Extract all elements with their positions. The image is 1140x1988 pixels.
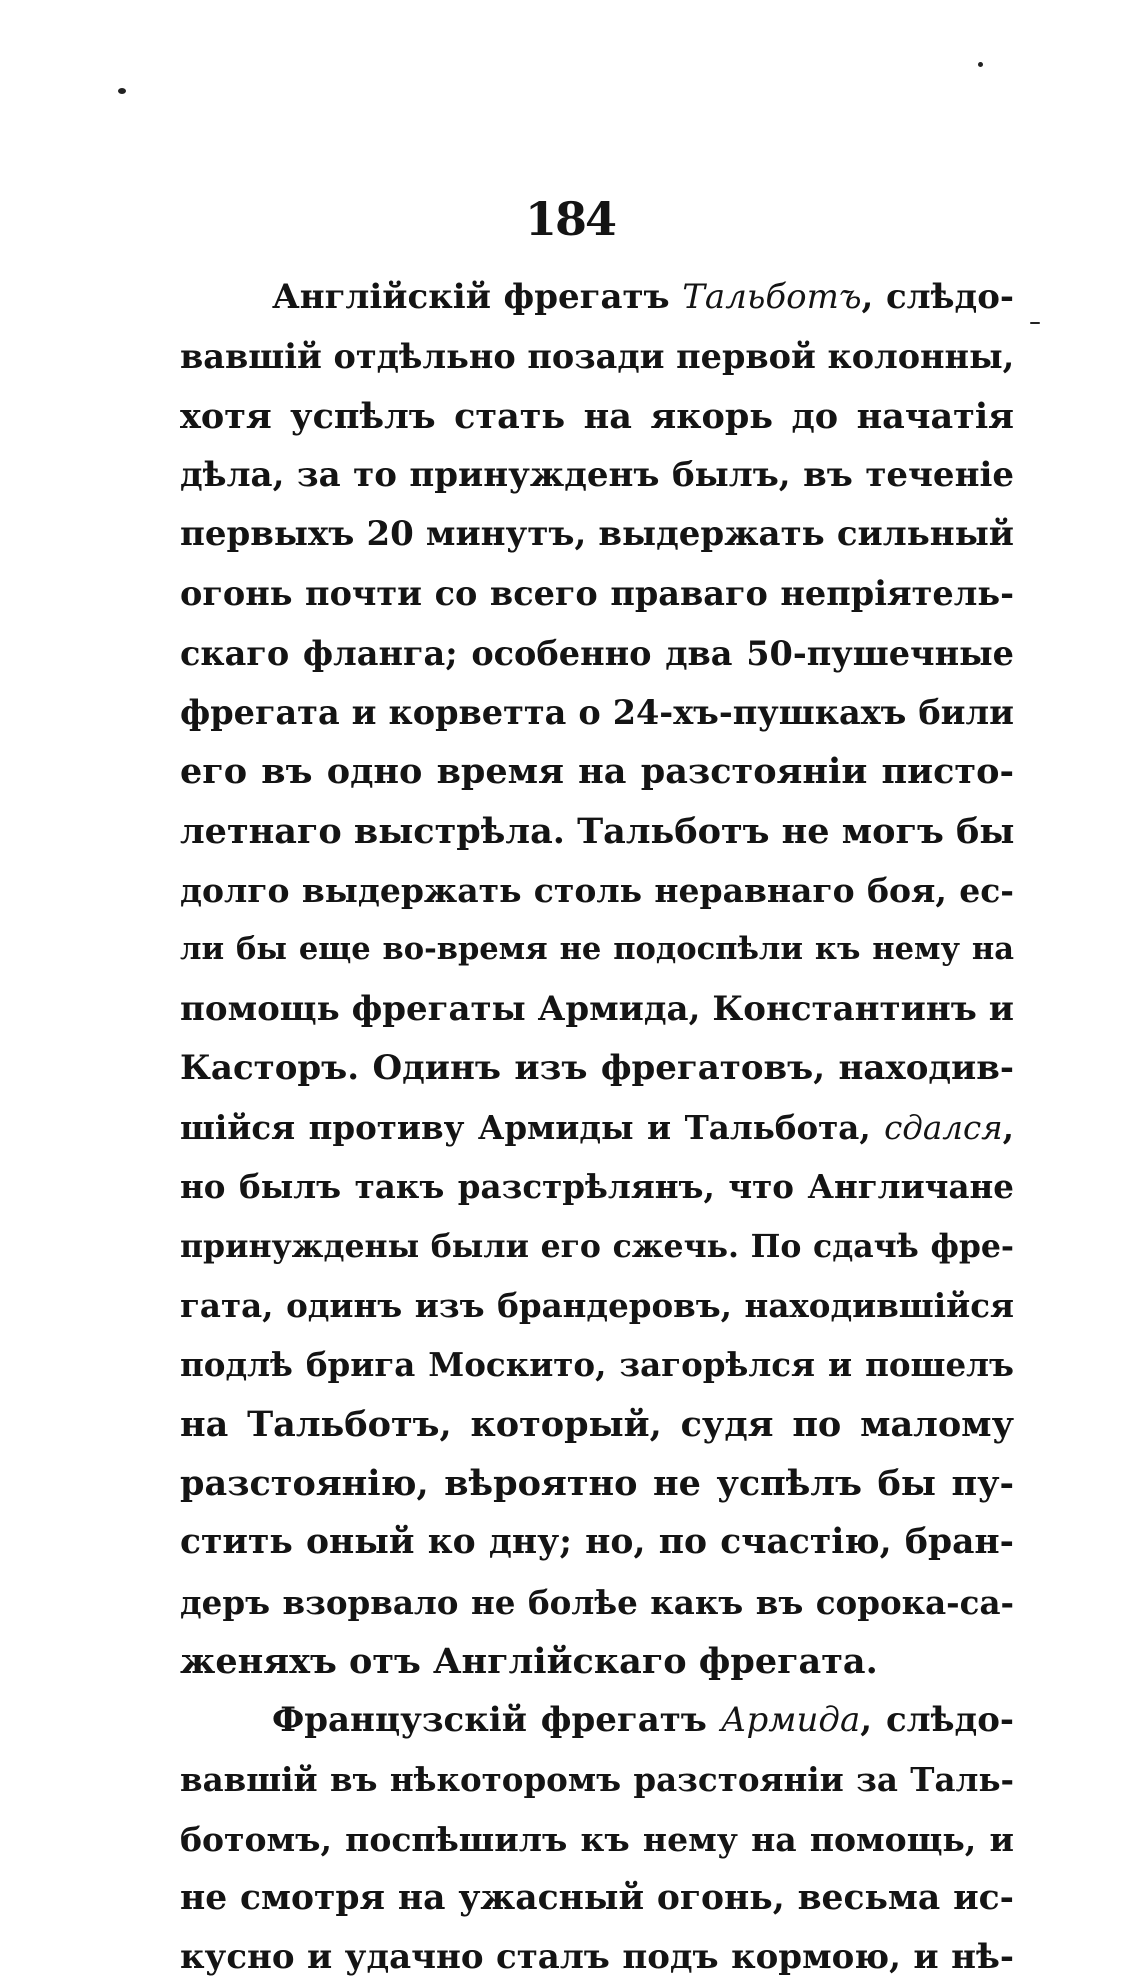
text-line: хотя успѣлъ стать на якорь до начатія [180,395,1014,437]
text-line: стить оный ко дну; но, по счастію, бран- [180,1522,1014,1563]
text-line: разстоянію, вѣроятно не успѣлъ бы пу- [180,1462,1014,1504]
text-line: фрегата и корветта о 24-хъ-пушкахъ били [180,693,1014,733]
text-line: на Тальботъ, который, судя по малому [180,1403,1014,1445]
text-line: летнаго выстрѣла. Тальботъ не могъ бы [180,810,1014,852]
text-line: принуждены были его сжечь. По сдачѣ фре- [180,1227,1014,1265]
ink-speck [118,88,126,94]
text-line: огонь почти со всего праваго непріятель- [180,574,1014,614]
text-line: долго выдержать столь неравнаго боя, ес- [180,870,1014,910]
text-line: помощь фрегаты Армида, Константинъ и [180,988,1014,1029]
text-line: вавшій въ нѣкоторомъ разстояніи за Таль- [180,1760,1014,1800]
text-line: деръ взорвало не болѣе какъ въ сорока-са- [180,1582,1014,1622]
ink-speck [978,62,983,67]
text-line: его въ одно время на разстояніи писто- [180,751,1014,793]
text-line: кусно и удачно сталъ подъ кормою, и нѣ- [180,1937,1014,1978]
text-line: гата, одинъ изъ брандеровъ, находившійся [180,1286,1014,1326]
text-line: первыхъ 20 минутъ, выдержать сильный [180,514,1014,555]
text-line: шійся противу Армиды и Тальбота, сдался, [180,1108,1014,1148]
text-line: Касторъ. Одинъ изъ фрегатовъ, находив- [180,1047,1014,1088]
text-line: дѣла, за то принужденъ былъ, въ теченіе [180,454,1014,495]
text-line: ли бы еще во-время не подоспѣли къ нему на [180,931,1014,968]
text-line: вавшій отдѣльно позади первой колонны, [180,337,1014,377]
body-text [180,268,1014,1988]
text-line: подлѣ брига Москито, загорѣлся и пошелъ [180,1345,1014,1385]
text-line: Французскій фрегатъ Армида, слѣдо- [272,1700,1014,1741]
ink-speck [1030,322,1040,324]
text-line: но былъ такъ разстрѣлянъ, что Англичане [180,1167,1014,1207]
text-line: не смотря на ужасный огонь, весьма ис- [180,1878,1014,1919]
text-line: Англійскій фрегатъ Тальботъ, слѣдо- [272,277,1014,317]
text-line: ботомъ, поспѣшилъ къ нему на помощь, и [180,1819,1014,1859]
text-line: скаго фланга; особенно два 50-пушечные [180,633,1014,673]
text-line: женяхъ отъ Англійскаго фрегата. [180,1640,878,1682]
page-number: 184 [524,192,616,246]
